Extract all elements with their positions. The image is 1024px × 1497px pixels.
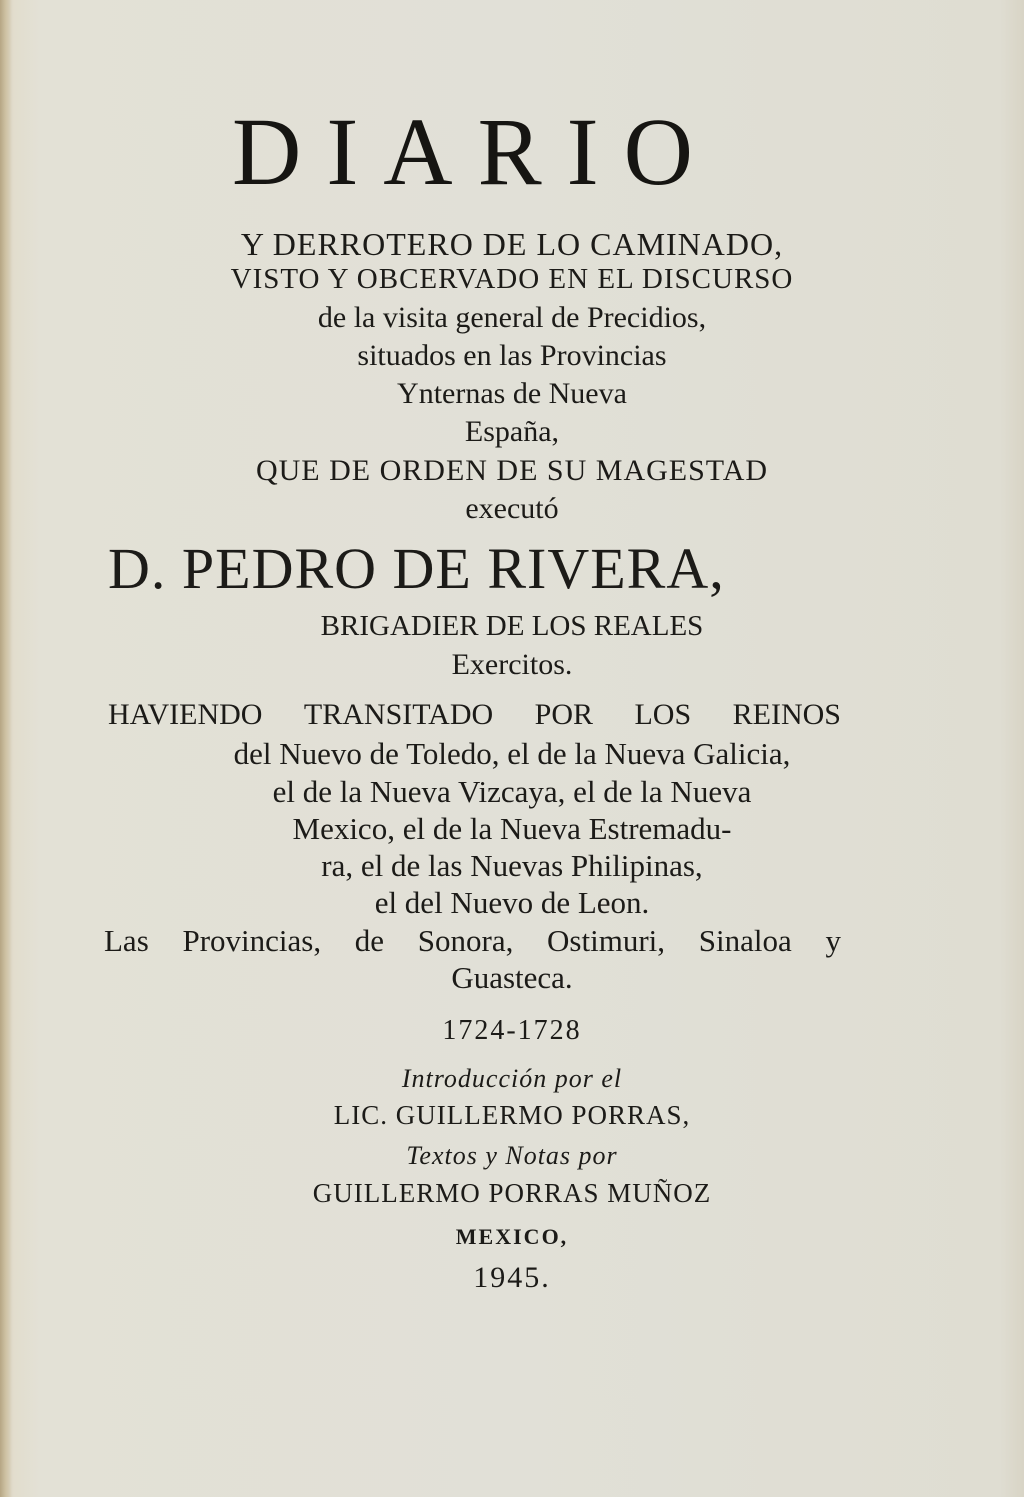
journey-word: y	[825, 923, 841, 958]
subtitle-line-3: de la visita general de Precidios,	[317, 301, 707, 334]
journey-line-4: Mexico, el de la Nueva Estremadu-	[292, 811, 732, 846]
journey-word: LOS	[634, 698, 692, 731]
subtitle-line-8: executó	[465, 492, 559, 525]
journey-line-3: el de la Nueva Vizcaya, el de la Nueva	[272, 774, 752, 809]
journey-word: Sinaloa	[698, 923, 792, 958]
journey-word: Provincias,	[182, 923, 322, 958]
journey-word: POR	[534, 698, 594, 731]
subtitle-line-5: Ynternas de Nueva	[397, 377, 627, 410]
subtitle-line-1: Y DERROTERO DE LO CAMINADO,	[240, 226, 784, 262]
intro-label: Introducción por el	[401, 1064, 623, 1093]
subtitle-line-7: QUE DE ORDEN DE SU MAGESTAD	[255, 454, 769, 487]
author-rank-2: Exercitos.	[451, 648, 573, 681]
journey-word: Ostimuri,	[547, 923, 666, 958]
notes-author: GUILLERMO PORRAS MUÑOZ	[312, 1178, 712, 1208]
journey-line-7	[104, 925, 841, 956]
intro-author: LIC. GUILLERMO PORRAS,	[333, 1100, 691, 1130]
journey-line-2: del Nuevo de Toledo, el de la Nueva Galicia,	[233, 736, 791, 771]
subtitle-line-6: España,	[464, 415, 560, 448]
journey-word: de	[354, 923, 385, 958]
subtitle-line-4: situados en las Provincias	[357, 339, 667, 372]
journey-word: HAVIENDO	[108, 698, 263, 731]
imprint-place: MEXICO,	[455, 1224, 569, 1249]
author-rank: BRIGADIER DE LOS REALES	[320, 610, 704, 642]
notes-label: Textos y Notas por	[406, 1141, 618, 1170]
journey-line-1	[108, 700, 841, 730]
journey-line-6: el del Nuevo de Leon.	[374, 885, 650, 920]
subtitle-line-2: VISTO Y OBCERVADO EN EL DISCURSO	[230, 263, 794, 295]
journey-line-8: Guasteca.	[451, 960, 573, 995]
imprint-year: 1945.	[473, 1261, 551, 1294]
date-range: 1724-1728	[442, 1015, 582, 1046]
journey-word: REINOS	[732, 698, 841, 731]
author-name: D. PEDRO DE RIVERA,	[108, 536, 725, 601]
page-title: DIARIO	[232, 98, 718, 205]
journey-word: TRANSITADO	[303, 698, 494, 731]
journey-word: Las	[104, 923, 149, 958]
journey-word: Sonora,	[417, 923, 514, 958]
journey-line-5: ra, el de las Nuevas Philipinas,	[321, 848, 703, 883]
